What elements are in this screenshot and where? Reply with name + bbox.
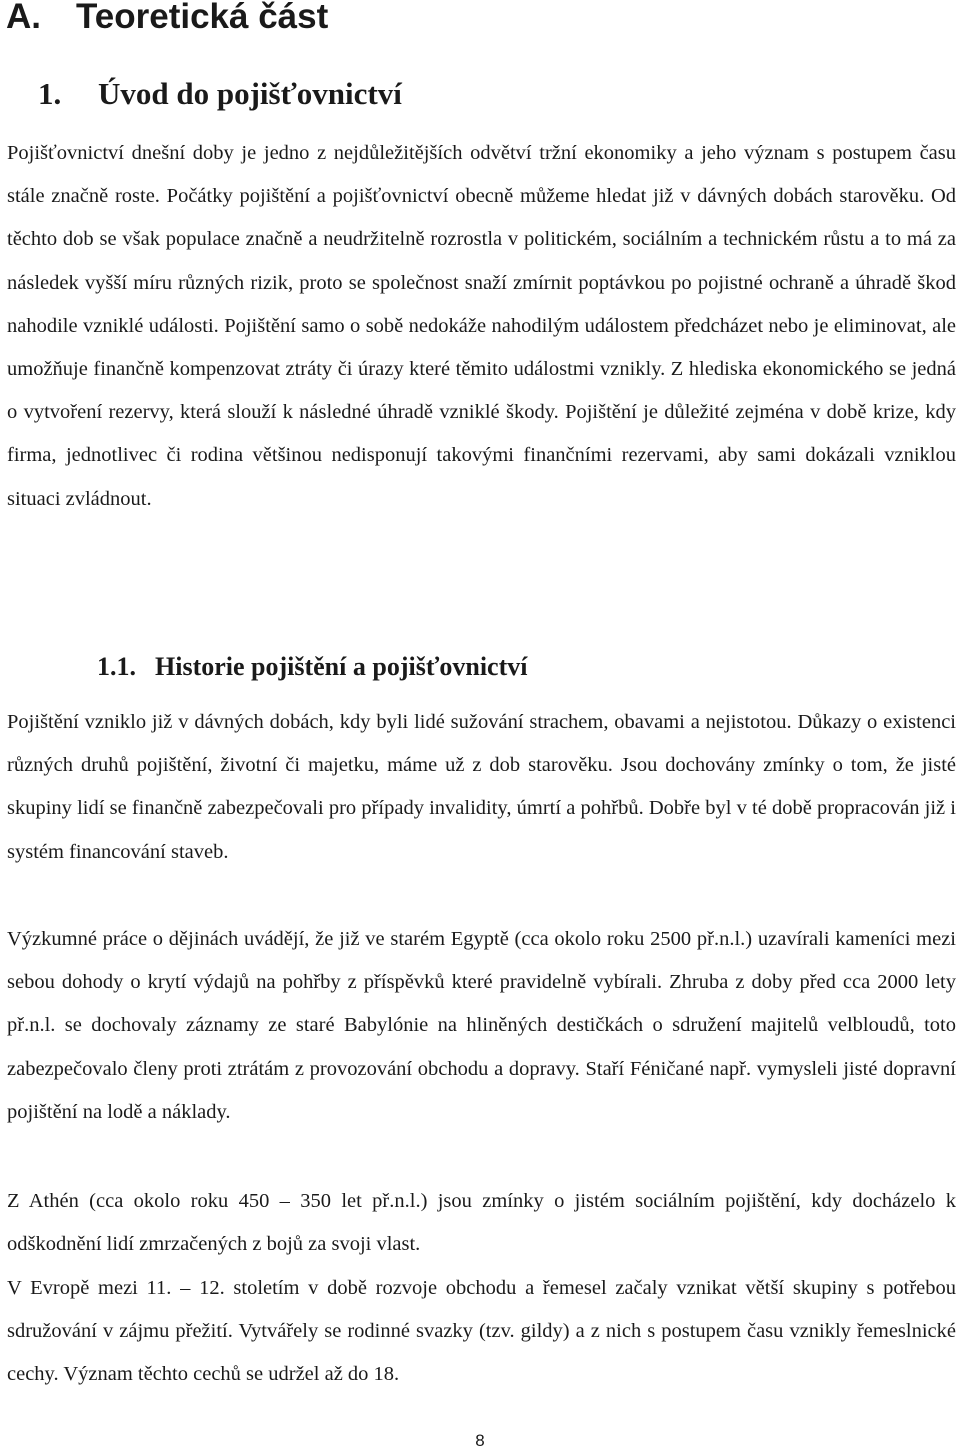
page-number: 8	[475, 1431, 485, 1450]
paragraph-ancient-egypt: Výzkumné práce o dějinách uvádějí, že již ve starém Egyptě (cca okolo roku 2500 př.n.l.) uzavírali kameníci mezi sebou dohody o krytí výdajů na pohřby z příspěvků které pravidelně vybírali. Zhruba z doby před cca 2000 lety př.n.l. se dochovaly záznamy ze staré Babylónie na hliněných destičkách o sdružení majitelů velbloudů, toto zabezpečovalo členy proti ztrátám z provozování obchodu a dopravy. Staří Féničané např. vymysleli jisté dopravní pojištění na lodě a náklady.	[7, 928, 956, 1123]
part-heading-title: Teoretická část	[76, 0, 329, 36]
paragraph-europe: V Evropě mezi 11. – 12. stoletím v době rozvoje obchodu a řemesel začaly vznikat větší skupiny s potřebou sdružování v zájmu přežití. Vytvářely se rodinné svazky (tzv. gildy) a z nich s postupem času vznikly řemeslnické cechy. Význam těchto cechů se udržel až do 18.	[7, 1277, 956, 1386]
paragraph-athens: Z Athén (cca okolo roku 450 – 350 let př.n.l.) jsou zmínky o jistém sociálním pojištění, kdy docházelo k odškodnění lidí zmrzačených z bojů za svoji vlast.	[7, 1190, 956, 1256]
chapter-heading-number: 1.	[38, 76, 62, 111]
section-heading	[97, 645, 527, 689]
part-heading-number: A.	[6, 0, 41, 36]
paragraph-history-origins: Pojištění vzniklo již v dávných dobách, kdy byli lidé sužování strachem, obavami a nejistotou. Důkazy o existenci různých druhů pojištění, životní či majetku, máme už z dob starověku. Jsou dochovány zmínky o tom, že jisté skupiny lidí se finančně zabezpečovali pro případy invalidity, úmrtí a pohřbů. Dobře byl v té době propracován již i systém financování staveb.	[7, 711, 956, 863]
section-heading-title: Historie pojištění a pojišťovnictví	[155, 652, 528, 681]
part-heading	[6, 0, 328, 40]
chapter-heading	[38, 72, 402, 116]
chapter-heading-title: Úvod do pojišťovnictví	[98, 76, 402, 111]
section-heading-number: 1.1.	[97, 652, 136, 681]
paragraph-intro: Pojišťovnictví dnešní doby je jedno z nejdůležitějších odvětví tržní ekonomiky a jeho význam s postupem času stále značně roste. Počátky pojištění a pojišťovnictví obecně můžeme hledat již v dávných dobách starověku. Od těchto dob se však populace značně a neudržitelně rozrostla v politickém, sociálním a technickém růstu a to má za následek vyšší míru různých rizik, proto se společnost snaží zmírnit poptávkou po pojistné ochraně a úhradě škod nahodile vzniklé události. Pojištění samo o sobě nedokáže nahodilým událostem předcházet nebo je eliminovat, ale umožňuje finančně kompenzovat ztráty či úrazy které těmito událostmi vznikly. Z hlediska ekonomického se jedná o vytvoření rezervy, která slouží k následné úhradě vzniklé škody. Pojištění je důležité zejména v době krize, kdy firma, jednotlivec či rodina většinou nedisponují takovými finančními rezervami, aby sami dokázali vzniklou situaci zvládnout.	[7, 142, 956, 510]
